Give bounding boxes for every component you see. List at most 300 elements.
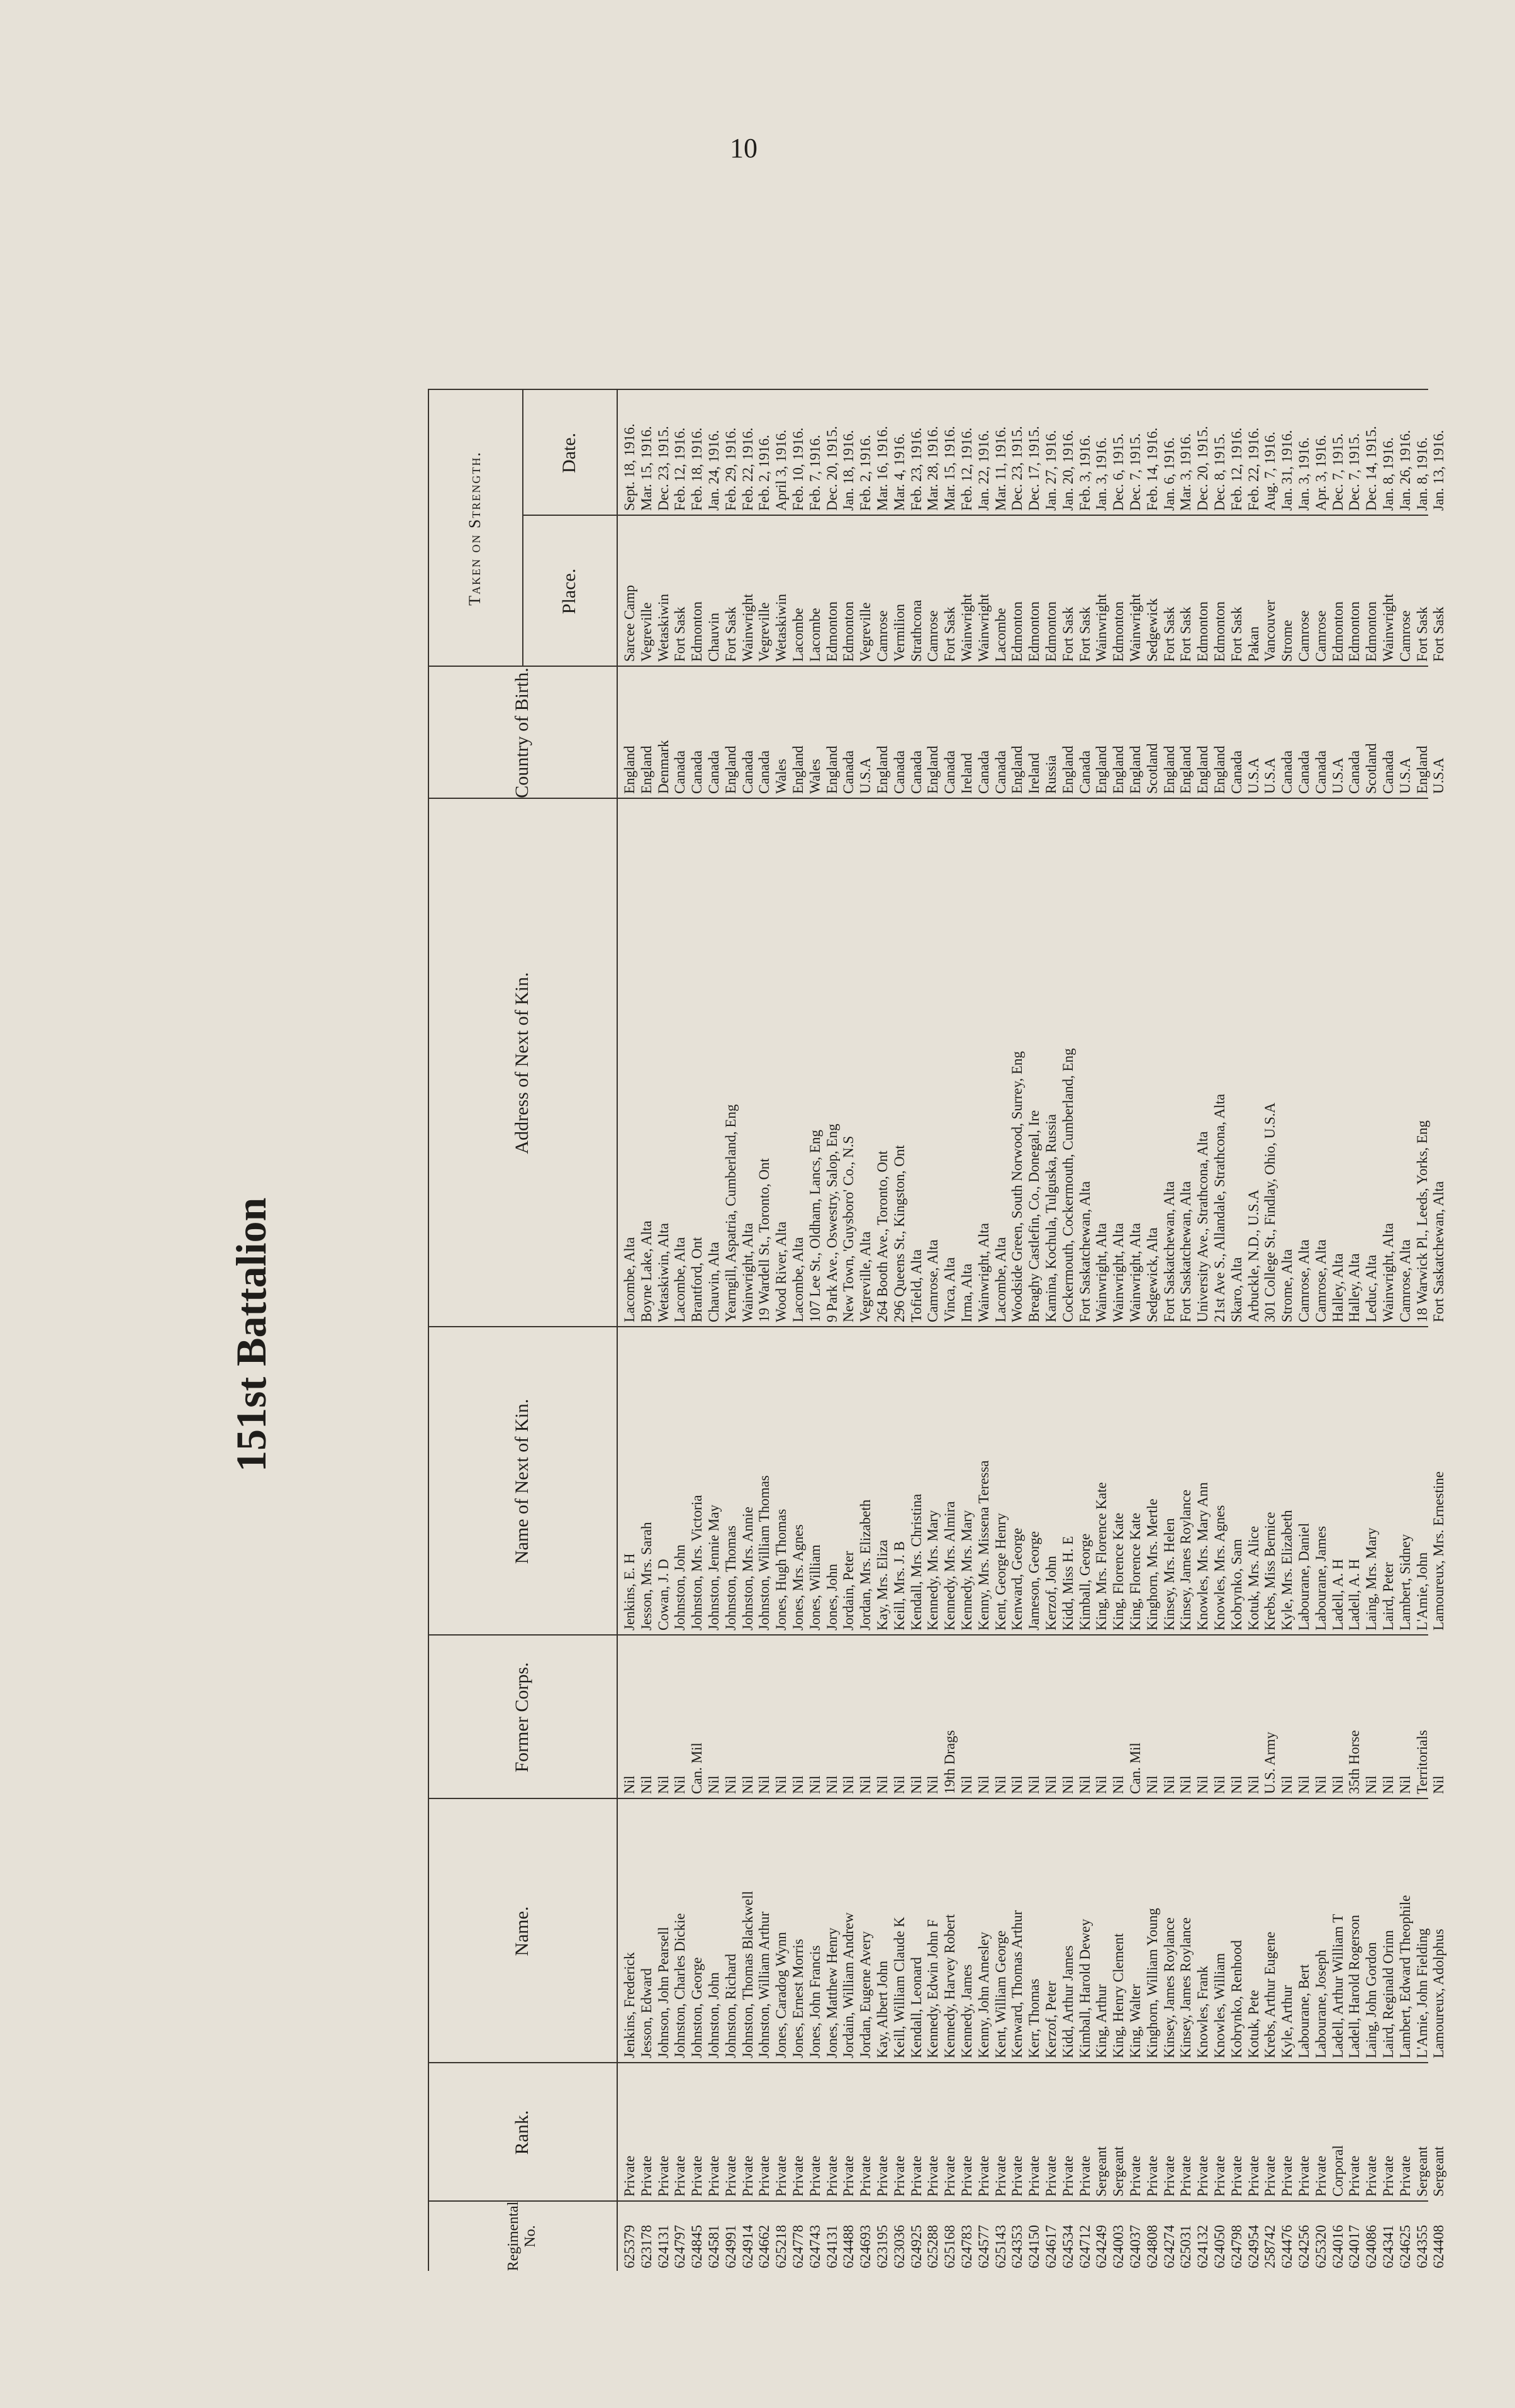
next-of-kin-address-cell: Vinca, Alta — [942, 1257, 958, 1322]
former-corps-cell: U.S. Army — [1262, 1731, 1278, 1794]
next-of-kin-address-cell: Breaghy Castlefin, Co., Donegal, Ire — [1026, 1110, 1043, 1322]
former-corps-cell: Nil — [824, 1775, 840, 1794]
next-of-kin-address-cell: Sedgewick, Alta — [1144, 1227, 1160, 1322]
country-of-birth-cell: Wales — [773, 759, 790, 794]
country-of-birth-cell: England — [1093, 745, 1110, 794]
next-of-kin-address-cell: Kamina, Kochula, Tulguska, Russia — [1043, 1114, 1059, 1322]
strength-place-cell: Wainwright — [739, 593, 756, 662]
next-of-kin-name-cell: Kinsey, Mrs. Helen — [1161, 1518, 1177, 1630]
next-of-kin-name-cell: Jesson, Mrs. Sarah — [638, 1522, 654, 1630]
country-of-birth-cell: England — [622, 745, 637, 794]
regimental-number-cell: 625320 — [1312, 2225, 1329, 2268]
country-of-birth-cell: Ireland — [1026, 752, 1043, 794]
next-of-kin-address-cell: Halley, Alta — [1329, 1253, 1346, 1322]
country-of-birth-cell: Canada — [942, 750, 958, 794]
header-next-of-kin-address: Address of Next of Kin. — [512, 972, 532, 1154]
next-of-kin-address-cell: Boyne Lake, Alta — [638, 1220, 654, 1322]
table-row — [993, 69, 1010, 2271]
regimental-number-cell: 624991 — [722, 2225, 739, 2268]
strength-date-cell: Dec. 17, 1915. — [1026, 426, 1043, 511]
rank-cell: Private — [1380, 2155, 1396, 2197]
next-of-kin-name-cell: Johnston, Thomas — [722, 1525, 739, 1630]
table-row — [1431, 69, 1448, 2271]
name-cell: Kotuk, Pete — [1245, 1990, 1261, 2058]
table-row — [1262, 69, 1279, 2271]
country-of-birth-cell: England — [1195, 745, 1211, 794]
strength-place-cell: Edmonton — [1346, 601, 1363, 662]
former-corps-cell: Nil — [1380, 1775, 1396, 1794]
strength-date-cell: Dec. 23, 1915. — [1009, 426, 1026, 511]
name-cell: Ladell, Harold Rogerson — [1346, 1914, 1363, 2058]
table-row — [875, 69, 892, 2271]
former-corps-cell: Nil — [622, 1775, 637, 1794]
regimental-number-cell: 624925 — [908, 2225, 924, 2268]
rank-cell: Private — [739, 2155, 756, 2197]
former-corps-cell: Nil — [672, 1775, 688, 1794]
regimental-number-cell: 624150 — [1026, 2225, 1043, 2268]
strength-place-cell: Fort Sask — [1414, 606, 1430, 662]
former-corps-cell: Nil — [891, 1775, 907, 1794]
strength-place-cell: Edmonton — [1009, 601, 1026, 662]
former-corps-cell: Nil — [706, 1775, 722, 1794]
country-of-birth-cell: England — [824, 745, 840, 794]
rank-cell: Private — [807, 2155, 823, 2197]
strength-place-cell: Fort Sask — [722, 606, 739, 662]
strength-place-cell: Wainwright — [975, 593, 992, 662]
next-of-kin-name-cell: King, Florence Kate — [1110, 1512, 1127, 1630]
next-of-kin-name-cell: Laird, Peter — [1380, 1562, 1396, 1630]
regimental-number-cell: 624131 — [655, 2225, 671, 2268]
country-of-birth-cell: Canada — [706, 750, 722, 794]
regimental-number-cell: 624408 — [1431, 2225, 1447, 2268]
next-of-kin-name-cell: King, Florence Kate — [1127, 1512, 1143, 1630]
next-of-kin-address-cell: 18 Warwick Pl., Leeds, Yorks, Eng — [1414, 1120, 1430, 1322]
strength-place-cell: Wainwright — [1127, 593, 1143, 662]
former-corps-cell: Can. Mil — [1127, 1742, 1143, 1794]
regimental-number-cell: 624341 — [1380, 2225, 1396, 2268]
next-of-kin-address-cell: New Town, 'Guysboro' Co., N.S — [841, 1135, 857, 1322]
name-cell: Knowles, William — [1212, 1953, 1227, 2058]
former-corps-cell: Nil — [975, 1775, 992, 1794]
strength-place-cell: Lacombe — [992, 608, 1009, 662]
table-row — [1161, 69, 1178, 2271]
next-of-kin-address-cell: Woodside Green, South Norwood, Surrey, Eng — [1009, 1051, 1026, 1322]
next-of-kin-name-cell: Kenny, Mrs. Missena Teressa — [975, 1460, 992, 1630]
former-corps-cell: Nil — [1312, 1775, 1329, 1794]
strength-place-cell: Camrose — [1397, 610, 1413, 662]
country-of-birth-cell: Denmark — [655, 740, 671, 794]
strength-place-cell: Sedgewick — [1144, 598, 1160, 662]
name-cell: Johnston, Richard — [722, 1953, 739, 2058]
strength-date-cell: Mar. 28, 1916. — [925, 426, 941, 511]
header-place: Place. — [559, 568, 579, 615]
strength-place-cell: Camrose — [1296, 610, 1312, 662]
country-of-birth-cell: U.S.A — [1245, 757, 1261, 794]
strength-place-cell: Fort Sask — [1161, 606, 1177, 662]
next-of-kin-name-cell: Cowan, J. D — [655, 1559, 671, 1630]
name-cell: Kerzof, Peter — [1043, 1981, 1059, 2058]
rank-cell: Private — [1161, 2155, 1177, 2197]
strength-date-cell: Jan. 18, 1916. — [841, 430, 857, 511]
next-of-kin-address-cell: Irma, Alta — [959, 1263, 975, 1322]
strength-place-cell: Wainwright — [1093, 593, 1110, 662]
rank-cell: Private — [959, 2155, 975, 2197]
name-cell: Jones, Caradog Wynn — [773, 1932, 790, 2058]
table-row — [1060, 69, 1077, 2271]
strength-place-cell: Fort Sask — [1059, 606, 1076, 662]
strength-date-cell: Feb. 12, 1916. — [1228, 427, 1244, 511]
strength-place-cell: Lacombe — [807, 608, 823, 662]
country-of-birth-cell: Canada — [908, 750, 924, 794]
strength-place-cell: Wainwright — [1380, 593, 1396, 662]
table-row — [1026, 69, 1043, 2271]
strength-place-cell: Wetaskiwin — [655, 593, 671, 662]
header-date: Date. — [559, 432, 579, 474]
regimental-number-cell: 624617 — [1043, 2225, 1059, 2268]
rank-cell: Private — [1296, 2155, 1312, 2197]
name-cell: Kidd, Arthur James — [1059, 1945, 1076, 2058]
strength-date-cell: Jan. 6, 1916. — [1161, 437, 1177, 511]
country-of-birth-cell: Scotland — [1144, 743, 1160, 794]
former-corps-cell: Nil — [655, 1775, 671, 1794]
next-of-kin-name-cell: Knowles, Mrs. Agnes — [1212, 1505, 1227, 1630]
name-cell: Kay, Albert John — [875, 1960, 890, 2058]
next-of-kin-address-cell: 264 Booth Ave., Toronto, Ont — [875, 1151, 890, 1322]
next-of-kin-address-cell: 296 Queens St., Kingston, Ont — [891, 1145, 907, 1322]
name-cell: Jones, Ernest Morris — [790, 1939, 806, 2058]
country-of-birth-cell: England — [1059, 745, 1076, 794]
strength-date-cell: Apr. 3, 1916. — [1312, 435, 1329, 511]
regimental-number-cell: 624797 — [672, 2225, 688, 2268]
table-row — [1397, 69, 1414, 2271]
name-cell: Kenward, Thomas Arthur — [1009, 1910, 1026, 2058]
former-corps-cell: Nil — [992, 1775, 1009, 1794]
rank-cell: Private — [689, 2155, 705, 2197]
next-of-kin-address-cell: Wood River, Alta — [773, 1221, 790, 1322]
next-of-kin-name-cell: L'Amie, John — [1414, 1552, 1430, 1630]
country-of-birth-cell: Canada — [1296, 750, 1312, 794]
next-of-kin-address-cell: Fort Saskatchewan, Alta — [1178, 1181, 1194, 1322]
table-row — [959, 69, 976, 2271]
strength-date-cell: Mar. 11, 1916. — [992, 426, 1009, 511]
next-of-kin-address-cell: Wainwright, Alta — [1093, 1223, 1110, 1322]
strength-date-cell: Jan. 22, 1916. — [975, 430, 992, 511]
rank-cell: Private — [942, 2155, 958, 2197]
strength-place-cell: Fort Sask — [672, 606, 688, 662]
header-regimental-label: Regimental — [505, 2201, 522, 2271]
table-row — [706, 69, 723, 2271]
header-bottom-rule — [617, 390, 618, 2271]
rank-cell: Private — [925, 2155, 941, 2197]
country-of-birth-cell: Canada — [1076, 750, 1093, 794]
strength-date-cell: Jan. 8, 1916. — [1414, 437, 1430, 511]
strength-date-cell: April 3, 1916. — [773, 429, 790, 511]
name-cell: Jordan, Eugene Avery — [858, 1931, 874, 2058]
rank-cell: Sergeant — [1414, 2146, 1430, 2197]
next-of-kin-name-cell: Jones, William — [807, 1544, 823, 1630]
strength-date-cell: Jan. 3, 1916. — [1093, 437, 1110, 511]
name-cell: Laird, Reginald Orinn — [1380, 1930, 1396, 2058]
next-of-kin-name-cell: Johnston, Mrs. Annie — [739, 1507, 756, 1630]
former-corps-cell: Nil — [1178, 1775, 1194, 1794]
next-of-kin-name-cell: Kendall, Mrs. Christina — [908, 1493, 924, 1630]
next-of-kin-address-cell: Arbuckle, N.D., U.S.A — [1245, 1190, 1261, 1322]
country-of-birth-cell: England — [1127, 745, 1143, 794]
country-of-birth-cell: Canada — [891, 750, 907, 794]
table-row — [773, 69, 790, 2271]
rank-cell: Private — [1026, 2155, 1043, 2197]
next-of-kin-name-cell: Kennedy, Mrs. Mary — [925, 1510, 941, 1630]
strength-place-cell: Wetaskiwin — [773, 593, 790, 662]
former-corps-cell: Nil — [638, 1775, 654, 1794]
strength-place-cell: Strome — [1279, 620, 1295, 662]
name-cell: Jordain, William Andrew — [841, 1912, 857, 2058]
strength-place-cell: Fort Sask — [1228, 606, 1244, 662]
table-row — [858, 69, 875, 2271]
rank-cell: Private — [975, 2155, 992, 2197]
header-regimental-number — [428, 2202, 617, 2271]
next-of-kin-address-cell: Strome, Alta — [1279, 1249, 1295, 1322]
next-of-kin-name-cell: Keill, Mrs. J. B — [891, 1541, 907, 1630]
name-cell: Johnson, John Pearsell — [655, 1927, 671, 2058]
strength-date-cell: Sept. 18, 1916. — [622, 423, 637, 511]
rank-cell: Private — [722, 2155, 739, 2197]
table-row — [790, 69, 807, 2271]
table-row — [740, 69, 757, 2271]
strength-place-cell: Edmonton — [1043, 601, 1059, 662]
regimental-number-cell: 625288 — [925, 2225, 941, 2268]
country-of-birth-cell: England — [925, 745, 941, 794]
regimental-number-cell: 625218 — [773, 2225, 790, 2268]
next-of-kin-name-cell: Labourane, James — [1312, 1525, 1329, 1630]
strength-date-cell: Feb. 3, 1916. — [1076, 435, 1093, 511]
next-of-kin-address-cell: Camrose, Alta — [1312, 1239, 1329, 1322]
strength-date-cell: Jan. 26, 1916. — [1397, 430, 1413, 511]
next-of-kin-name-cell: King, Mrs. Florence Kate — [1093, 1482, 1110, 1630]
country-of-birth-cell: England — [1110, 745, 1127, 794]
strength-date-cell: Feb. 12, 1916. — [672, 427, 688, 511]
regimental-number-cell: 258742 — [1262, 2225, 1278, 2268]
regimental-number-cell: 624783 — [959, 2225, 975, 2268]
next-of-kin-name-cell: Jenkins, E. H — [622, 1553, 637, 1630]
regimental-number-cell: 624808 — [1144, 2225, 1160, 2268]
strength-place-cell: Fort Sask — [942, 606, 958, 662]
strength-place-cell: Sarcee Camp — [622, 585, 637, 662]
former-corps-cell: Nil — [1329, 1775, 1346, 1794]
name-cell: Kimball, Harold Dewey — [1076, 1919, 1093, 2058]
strength-date-cell: Dec. 7, 1915. — [1329, 433, 1346, 511]
strength-date-cell: Mar. 15, 1916. — [638, 426, 654, 511]
strength-date-cell: Feb. 2, 1916. — [756, 435, 773, 511]
regimental-number-cell: 625143 — [992, 2225, 1009, 2268]
strength-date-cell: Jan. 27, 1916. — [1043, 430, 1059, 511]
table-row — [1414, 69, 1431, 2271]
regimental-number-cell: 624712 — [1076, 2225, 1093, 2268]
table-row — [689, 69, 706, 2271]
regimental-number-cell: 624274 — [1161, 2225, 1177, 2268]
former-corps-cell: Nil — [1043, 1775, 1059, 1794]
next-of-kin-name-cell: Laing, Mrs. Mary — [1363, 1527, 1380, 1630]
rank-cell: Private — [756, 2155, 773, 2197]
rank-cell: Private — [1363, 2155, 1380, 2197]
country-of-birth-cell: Ireland — [959, 752, 975, 794]
next-of-kin-name-cell: Kobrynko, Sam — [1228, 1539, 1244, 1630]
country-of-birth-cell: Canada — [689, 750, 705, 794]
next-of-kin-address-cell: Fort Saskatchewan, Alta — [1161, 1181, 1177, 1322]
former-corps-cell: Nil — [1059, 1775, 1076, 1794]
name-cell: Johnston, Thomas Blackwell — [739, 1891, 756, 2058]
name-cell: Johnston, George — [689, 1957, 705, 2058]
strength-place-cell: Camrose — [875, 610, 890, 662]
header-taken-on-strength: Taken on Strength. — [466, 451, 484, 606]
rank-cell: Private — [875, 2155, 890, 2197]
regimental-number-cell: 624353 — [1009, 2225, 1026, 2268]
name-cell: Johnston, Charles Dickie — [672, 1913, 688, 2058]
next-of-kin-name-cell: Kotuk, Mrs. Alice — [1245, 1525, 1261, 1630]
table-row — [1212, 69, 1229, 2271]
next-of-kin-name-cell: Johnston, William Thomas — [756, 1475, 773, 1630]
regimental-number-cell: 624534 — [1059, 2225, 1076, 2268]
regimental-number-cell: 624914 — [739, 2225, 756, 2268]
rank-cell: Private — [858, 2155, 874, 2197]
next-of-kin-address-cell: Wainwright, Alta — [1380, 1223, 1396, 1322]
rank-cell: Private — [1178, 2155, 1194, 2197]
former-corps-cell: Nil — [1279, 1775, 1295, 1794]
former-corps-cell: Nil — [1195, 1775, 1211, 1794]
former-corps-cell: Nil — [1026, 1775, 1043, 1794]
former-corps-cell: Nil — [1245, 1775, 1261, 1794]
table-row — [1077, 69, 1094, 2271]
rank-cell: Private — [841, 2155, 857, 2197]
regimental-number-cell: 624778 — [790, 2225, 806, 2268]
next-of-kin-name-cell: Kimball, George — [1076, 1533, 1093, 1630]
header-name: Name. — [512, 1906, 532, 1956]
name-cell: Lambert, Edward Theophile — [1397, 1895, 1413, 2058]
regimental-number-cell: 623036 — [891, 2225, 907, 2268]
regimental-number-cell: 624625 — [1397, 2225, 1413, 2268]
regimental-number-cell: 624845 — [689, 2225, 705, 2268]
regimental-number-cell: 624476 — [1279, 2225, 1295, 2268]
strength-date-cell: Feb. 29, 1916. — [722, 427, 739, 511]
next-of-kin-address-cell: Lacombe, Alta — [992, 1237, 1009, 1322]
country-of-birth-cell: Canada — [975, 750, 992, 794]
next-of-kin-address-cell: Fort Saskatchewan, Alta — [1431, 1181, 1447, 1322]
country-of-birth-cell: England — [1178, 745, 1194, 794]
country-of-birth-cell: England — [638, 745, 654, 794]
rank-cell: Private — [824, 2155, 840, 2197]
next-of-kin-name-cell: Johnston, Jennie May — [706, 1505, 722, 1630]
former-corps-cell: Nil — [858, 1775, 874, 1794]
table-row — [1009, 69, 1026, 2271]
table-row — [942, 69, 959, 2271]
strength-place-cell: Edmonton — [1195, 601, 1211, 662]
strength-date-cell: Aug. 7, 1916. — [1262, 432, 1278, 511]
former-corps-cell: Nil — [1397, 1775, 1413, 1794]
strength-place-cell: Vegreville — [756, 602, 773, 662]
next-of-kin-address-cell: Yearngill, Aspatria, Cumberland, Eng — [722, 1104, 739, 1322]
next-of-kin-name-cell: Kinsey, James Roylance — [1178, 1490, 1194, 1630]
next-of-kin-name-cell: Krebs, Miss Bernice — [1262, 1512, 1278, 1630]
rank-cell: Private — [1245, 2155, 1261, 2197]
next-of-kin-name-cell: Jones, Mrs. Agnes — [790, 1524, 806, 1630]
table-row — [1330, 69, 1347, 2271]
name-cell: Kerr, Thomas — [1026, 1978, 1043, 2058]
table-row — [1127, 69, 1144, 2271]
name-cell: Kennedy, James — [959, 1964, 975, 2058]
table-row — [1178, 69, 1195, 2271]
former-corps-cell: Nil — [1076, 1775, 1093, 1794]
strength-date-cell: Dec. 20, 1915. — [1195, 426, 1211, 511]
next-of-kin-name-cell: Lamoureux, Mrs. Ernestine — [1431, 1471, 1447, 1630]
next-of-kin-address-cell: Vegreville, Alta — [858, 1231, 874, 1322]
name-cell: Kent, William George — [992, 1930, 1009, 2058]
strength-place-cell: Vegreville — [638, 602, 654, 662]
next-of-kin-name-cell: Ladell, A. H — [1329, 1559, 1346, 1630]
rank-cell: Private — [706, 2155, 722, 2197]
country-of-birth-cell: Canada — [1228, 750, 1244, 794]
next-of-kin-address-cell: Camrose, Alta — [1296, 1239, 1312, 1322]
rank-cell: Private — [1076, 2155, 1093, 2197]
next-of-kin-address-cell: Lacombe, Alta — [672, 1237, 688, 1322]
regimental-number-cell: 624798 — [1228, 2225, 1244, 2268]
table-row — [1195, 69, 1212, 2271]
country-of-birth-cell: England — [1414, 745, 1430, 794]
nominal-roll-table — [428, 69, 1447, 2271]
rank-cell: Private — [1312, 2155, 1329, 2197]
rank-cell: Private — [672, 2155, 688, 2197]
country-of-birth-cell: U.S.A — [1431, 757, 1447, 794]
rank-cell: Private — [773, 2155, 790, 2197]
strength-date-cell: Mar. 4, 1916. — [891, 433, 907, 511]
rank-cell: Private — [1397, 2155, 1413, 2197]
former-corps-cell: Nil — [875, 1775, 890, 1794]
strength-place-cell: Edmonton — [1026, 601, 1043, 662]
country-of-birth-cell: Canada — [1312, 750, 1329, 794]
country-of-birth-cell: Canada — [739, 750, 756, 794]
next-of-kin-name-cell: Labourane, Daniel — [1296, 1522, 1312, 1630]
rank-cell: Corporal — [1329, 2145, 1346, 2197]
next-of-kin-address-cell: Camrose, Alta — [1397, 1239, 1413, 1322]
strength-date-cell: Jan. 31, 1916. — [1279, 430, 1295, 511]
strength-date-cell: Jan. 3, 1916. — [1296, 437, 1312, 511]
table-row — [824, 69, 841, 2271]
regimental-number-cell: 624086 — [1363, 2225, 1380, 2268]
rank-cell: Private — [1144, 2155, 1160, 2197]
table-row — [807, 69, 824, 2271]
header-top-rule — [428, 390, 429, 2271]
country-of-birth-cell: Canada — [756, 750, 773, 794]
header-next-of-kin-name: Name of Next of Kin. — [512, 1398, 532, 1564]
rotated-page-content — [201, 69, 1447, 2271]
rank-cell: Private — [1195, 2155, 1211, 2197]
strength-place-cell: Vancouver — [1262, 599, 1278, 662]
regimental-number-cell: 624581 — [706, 2225, 722, 2268]
country-of-birth-cell: U.S.A — [1329, 757, 1346, 794]
regimental-number-cell: 624488 — [841, 2225, 857, 2268]
former-corps-cell: Nil — [1228, 1775, 1244, 1794]
name-cell: Kobrynko, Renhood — [1228, 1940, 1244, 2058]
strength-date-cell: Feb. 22, 1916. — [1245, 427, 1261, 511]
strength-place-cell: Camrose — [925, 610, 941, 662]
table-row — [1093, 69, 1110, 2271]
former-corps-cell: Nil — [739, 1775, 756, 1794]
former-corps-cell: Nil — [1363, 1775, 1380, 1794]
former-corps-cell: Nil — [1161, 1775, 1177, 1794]
next-of-kin-name-cell: Jordan, Mrs. Elizabeth — [858, 1499, 874, 1630]
strength-date-cell: Feb. 2, 1916. — [858, 435, 874, 511]
country-of-birth-cell: U.S.A — [1262, 757, 1278, 794]
regimental-number-cell: 624050 — [1212, 2225, 1227, 2268]
